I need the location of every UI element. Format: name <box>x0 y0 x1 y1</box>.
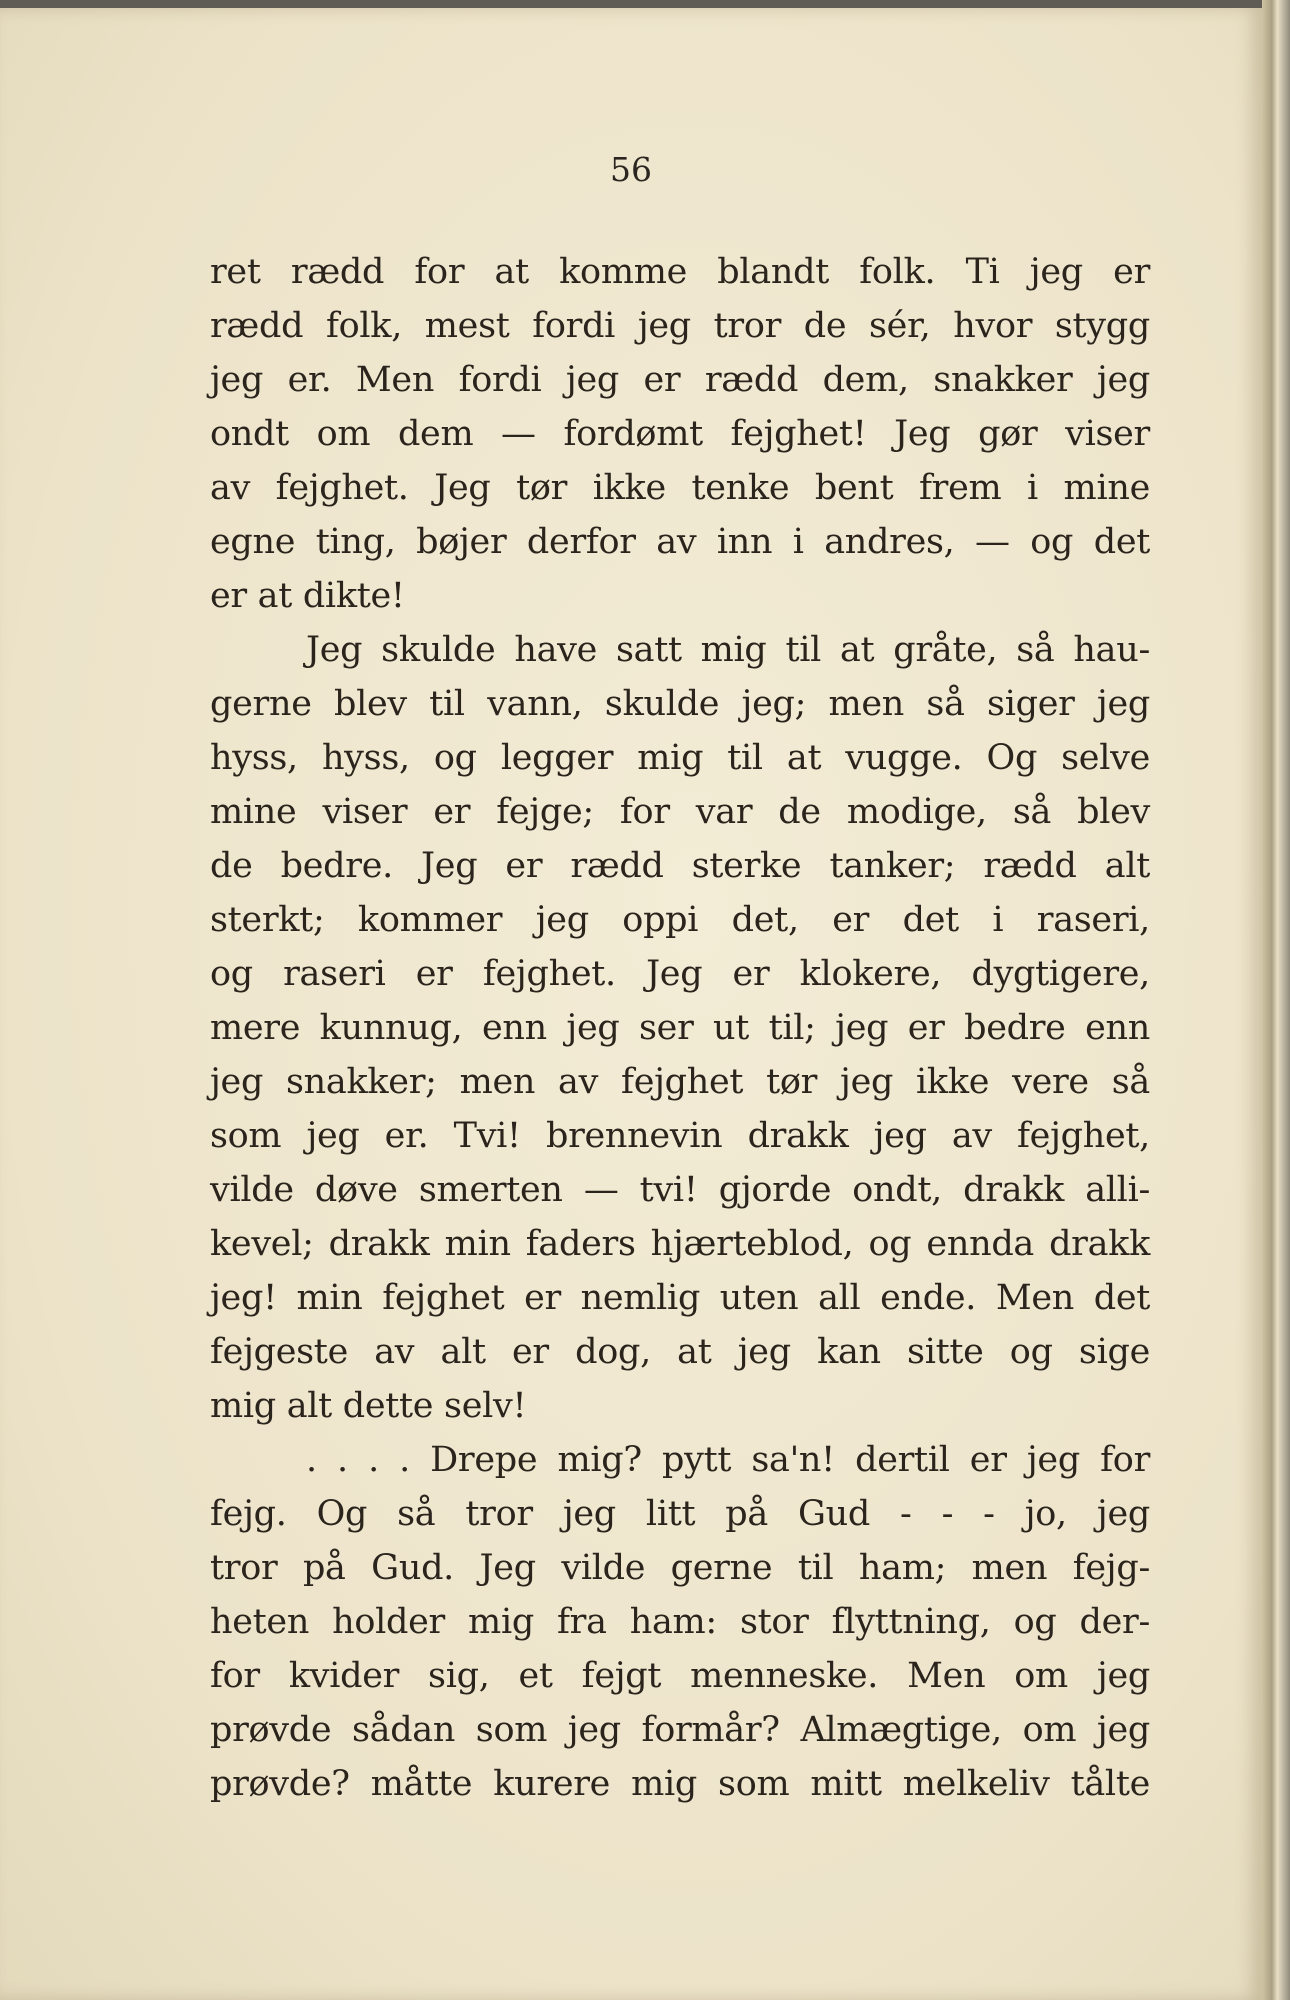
text-line: Jeg skulde have satt mig til at gråte, så hau- <box>306 630 1150 670</box>
text-line: heten holder mig fra ham: stor flyttning, og der- <box>210 1602 1150 1642</box>
book-spine <box>1262 0 1290 2000</box>
text-line: jeg snakker; men av fejghet tør jeg ikke vere så <box>210 1062 1150 1102</box>
text-line: og raseri er fejghet. Jeg er klokere, dygtigere, <box>210 954 1150 994</box>
text-line: fejgeste av alt er dog, at jeg kan sitte og sige <box>210 1332 1150 1372</box>
paragraph <box>210 623 1150 1433</box>
text-line: mine viser er fejge; for var de modige, så blev <box>210 792 1150 832</box>
text-line: de bedre. Jeg er rædd sterke tanker; rædd alt <box>210 846 1150 886</box>
text-line: rædd folk, mest fordi jeg tror de sér, hvor stygg <box>210 306 1150 346</box>
text-line: ret rædd for at komme blandt folk. Ti jeg er <box>210 252 1150 292</box>
text-line: sterkt; kommer jeg oppi det, er det i raseri, <box>210 900 1150 940</box>
text-line: mig alt dette selv! <box>210 1386 527 1426</box>
text-line: er at dikte! <box>210 576 405 616</box>
text-line: . . . . Drepe mig? pytt sa'n! dertil er jeg for <box>306 1440 1150 1480</box>
text-line: som jeg er. Tvi! brennevin drakk jeg av fejghet, <box>210 1116 1150 1156</box>
book-page <box>0 8 1262 2000</box>
text-line: kevel; drakk min faders hjærteblod, og ennda drakk <box>210 1224 1150 1264</box>
text-line: hyss, hyss, og legger mig til at vugge. Og selve <box>210 738 1150 778</box>
paragraph <box>210 245 1150 623</box>
text-line: prøvde? måtte kurere mig som mitt melkeliv tålte <box>210 1764 1150 1804</box>
paragraph <box>210 1433 1150 1811</box>
text-line: av fejghet. Jeg tør ikke tenke bent frem i mine <box>210 468 1150 508</box>
text-line: ondt om dem — fordømt fejghet! Jeg gør viser <box>210 414 1150 454</box>
text-line: jeg er. Men fordi jeg er rædd dem, snakker jeg <box>210 360 1150 400</box>
text-line: fejg. Og så tror jeg litt på Gud - - - jo, jeg <box>210 1494 1150 1534</box>
text-line: prøvde sådan som jeg formår? Almægtige, om jeg <box>210 1710 1150 1750</box>
text-line: egne ting, bøjer derfor av inn i andres, — og det <box>210 522 1150 562</box>
text-line: tror på Gud. Jeg vilde gerne til ham; men fejg- <box>210 1548 1150 1588</box>
page-number: 56 <box>610 150 652 189</box>
text-line: for kvider sig, et fejgt menneske. Men om jeg <box>210 1656 1150 1696</box>
text-line: vilde døve smerten — tvi! gjorde ondt, drakk alli- <box>210 1170 1150 1210</box>
text-line: jeg! min fejghet er nemlig uten all ende. Men det <box>210 1278 1150 1318</box>
text-line: gerne blev til vann, skulde jeg; men så siger jeg <box>210 684 1150 724</box>
body-text <box>210 245 1150 1811</box>
text-line: mere kunnug, enn jeg ser ut til; jeg er bedre enn <box>210 1008 1150 1048</box>
